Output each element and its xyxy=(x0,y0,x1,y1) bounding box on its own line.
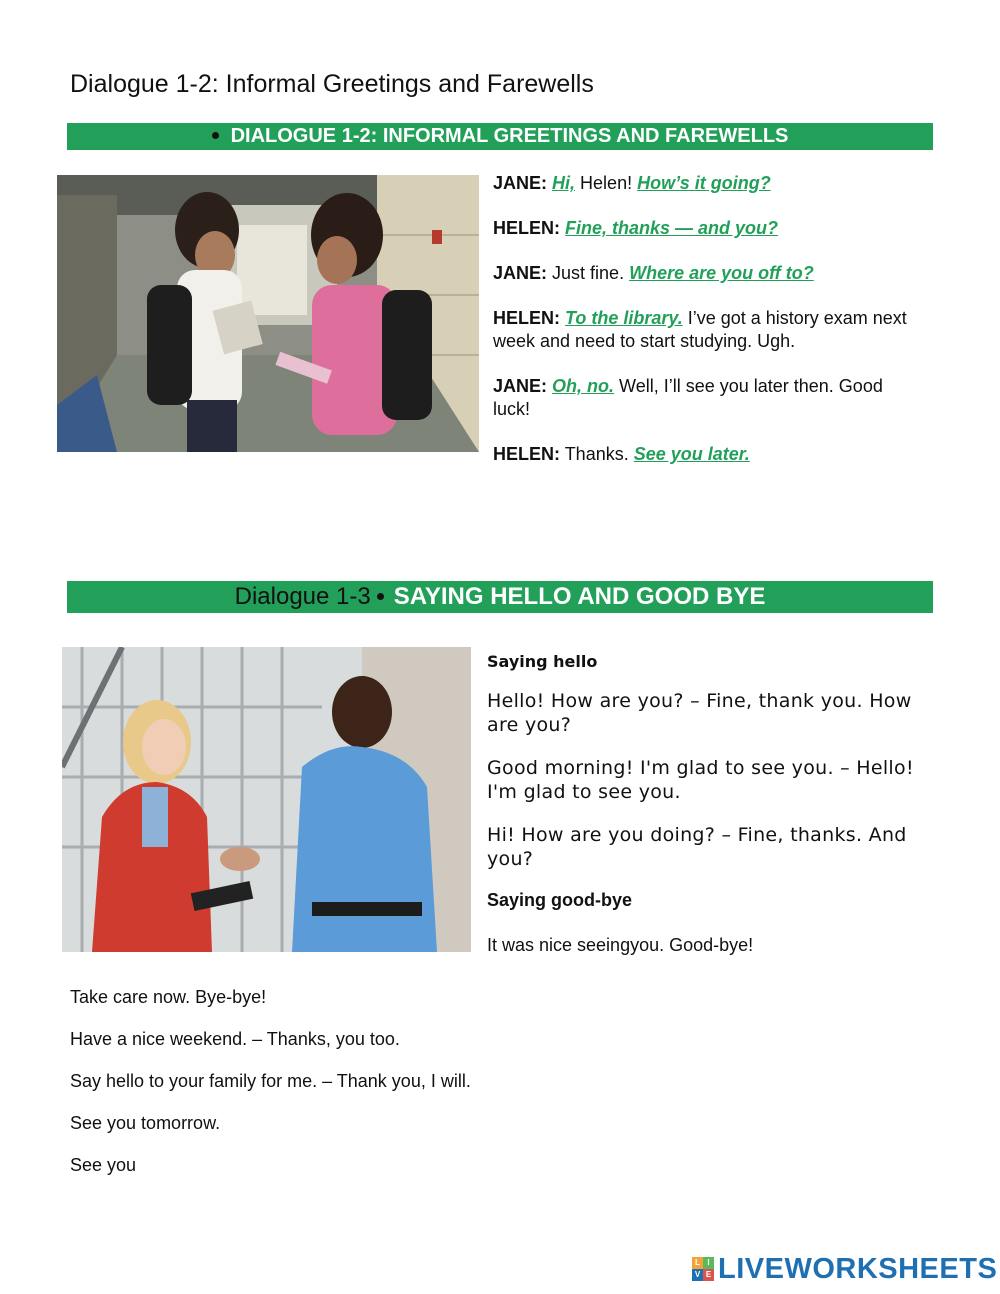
handshake-illustration xyxy=(62,647,471,952)
highlight-phrase: Hi, xyxy=(552,173,576,193)
highlight-phrase: Oh, no. xyxy=(552,376,615,396)
section-band-title: DIALOGUE 1-2: INFORMAL GREETINGS AND FAREWELLS xyxy=(230,125,789,147)
line-text: Well, I’ll see you later then. Good luck! xyxy=(493,376,883,419)
section-band-title: SAYING HELLO AND GOOD BYE xyxy=(393,583,766,610)
students-illustration xyxy=(57,175,479,452)
hello-line: Hi! How are you doing? – Fine, thanks. And you? xyxy=(487,824,907,870)
speaker: JANE: xyxy=(493,263,548,283)
speaker: HELEN: xyxy=(493,444,560,464)
dialogue-line xyxy=(493,217,923,240)
logo-mark-cell: I xyxy=(703,1257,714,1269)
speaker: HELEN: xyxy=(493,218,560,238)
dialogue-line xyxy=(493,262,923,285)
dialogue-line xyxy=(493,443,923,466)
students-photo xyxy=(57,175,479,452)
line-text: Helen! xyxy=(575,173,638,193)
saying-hello-section xyxy=(487,652,927,956)
dialogue-line xyxy=(493,375,923,421)
logo-mark-cell: V xyxy=(692,1269,703,1281)
goodbye-line: It was nice seeingyou. Good-bye! xyxy=(487,935,754,955)
section-band-dialogue-1-3 xyxy=(67,581,933,613)
goodbye-line: See you xyxy=(70,1155,137,1175)
hello-line: Good morning! I'm glad to see you. – Hello! I'm glad to see you. xyxy=(487,757,914,803)
goodbye-line: Say hello to your family for me. – Thank you, I will. xyxy=(70,1071,471,1091)
section-band-prefix: Dialogue 1-3 xyxy=(234,583,371,610)
speaker: JANE: xyxy=(493,376,548,396)
speaker: JANE: xyxy=(493,173,548,193)
logo-text: LIVEWORKSHEETS xyxy=(718,1252,998,1285)
page-title: Dialogue 1-2: Informal Greetings and Farewells xyxy=(70,70,594,98)
logo-mark-cell: E xyxy=(703,1269,714,1281)
saying-goodbye-heading: Saying good-bye xyxy=(487,890,633,910)
dialogue-1-2-text xyxy=(493,172,923,488)
section-band-dialogue-1-2 xyxy=(67,123,933,150)
line-text: I’ve got a history exam next week and need to start studying. Ugh. xyxy=(493,308,907,351)
goodbye-line: Take care now. Bye-bye! xyxy=(70,987,267,1007)
highlight-phrase: Fine, thanks — and you? xyxy=(565,218,779,238)
logo-mark-icon xyxy=(692,1257,714,1281)
line-text: Just fine. xyxy=(552,263,630,283)
liveworksheets-logo[interactable] xyxy=(692,1253,997,1285)
saying-hello-heading: Saying hello xyxy=(487,652,598,671)
logo-mark-cell: L xyxy=(692,1257,703,1269)
goodbye-line: See you tomorrow. xyxy=(70,1113,221,1133)
hello-line: Hello! How are you? – Fine, thank you. How are you? xyxy=(487,690,912,736)
highlight-phrase: To the library. xyxy=(565,308,683,328)
line-text: Thanks. xyxy=(564,444,634,464)
bullet-icon xyxy=(377,593,384,600)
goodbye-lines xyxy=(70,987,471,1197)
highlight-phrase: Where are you off to? xyxy=(629,263,814,283)
handshake-photo xyxy=(62,647,471,952)
highlight-phrase: How’s it going? xyxy=(637,173,771,193)
bullet-icon xyxy=(212,132,219,139)
goodbye-line: Have a nice weekend. – Thanks, you too. xyxy=(70,1029,400,1049)
dialogue-line xyxy=(493,307,923,353)
highlight-phrase: See you later. xyxy=(633,444,750,464)
speaker: HELEN: xyxy=(493,308,560,328)
dialogue-line xyxy=(493,172,923,195)
